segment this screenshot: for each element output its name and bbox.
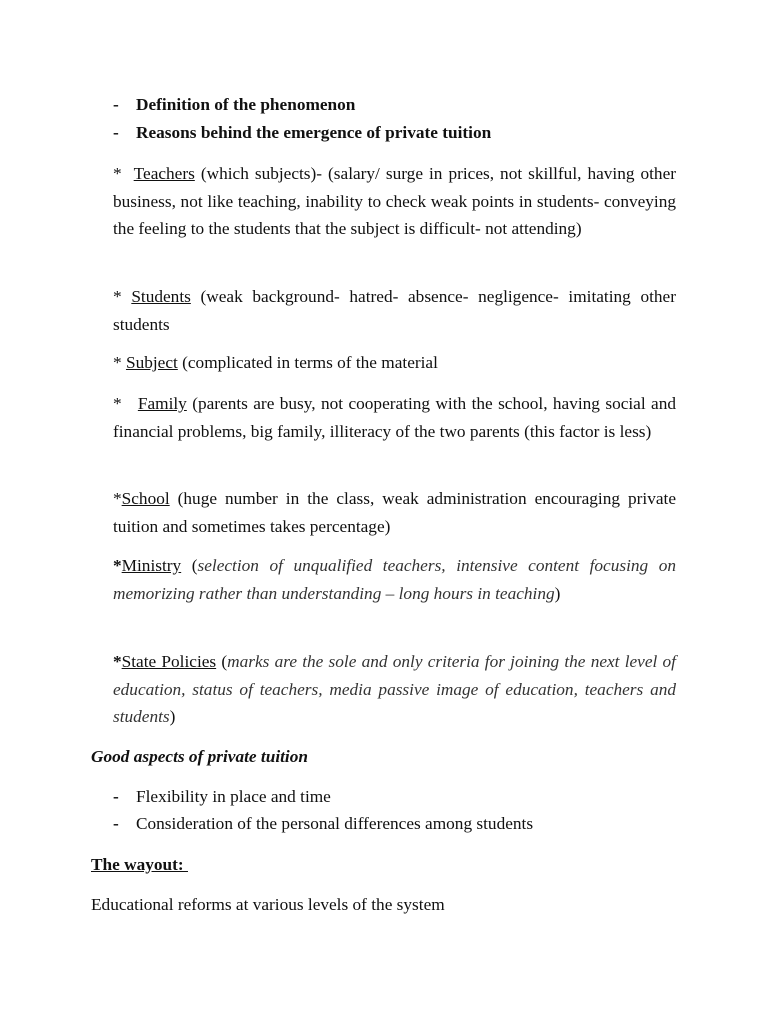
star-marker: *	[113, 287, 122, 306]
wayout-text: Educational reforms at various levels of the system	[91, 895, 445, 914]
star-marker: *	[113, 394, 122, 413]
heading-good-aspects: Good aspects of private tuition	[91, 747, 308, 766]
paragraph-family	[113, 390, 676, 445]
paragraph-school	[113, 485, 676, 540]
paragraph-state-policies	[113, 648, 676, 731]
star-marker: *	[113, 652, 122, 671]
family-text: (parents are busy, not cooperating with the school, having social and financial problems, big family, illiteracy of the two parents (this factor is less)	[113, 394, 677, 441]
heading-wayout: The wayout:	[91, 855, 188, 874]
ministry-open: (	[181, 556, 198, 575]
subject-text: (complicated in terms of the material	[177, 353, 438, 372]
paragraph-teachers	[113, 160, 676, 243]
list-dash: -	[113, 123, 119, 142]
heading-teachers: Teachers	[133, 164, 195, 183]
list-item-text: Flexibility in place and time	[136, 787, 331, 806]
star-marker: *	[113, 489, 122, 508]
heading-students: Students	[131, 287, 191, 306]
list-item-text: Consideration of the personal differences among students	[136, 814, 534, 833]
paragraph-students	[113, 283, 676, 338]
list-item-text: Reasons behind the emergence of private tuition	[136, 123, 492, 142]
list-dash: -	[113, 787, 119, 806]
heading-state-policies: State Policies	[121, 652, 217, 671]
ministry-text: selection of unqualified teachers, intensive content focusing on memorizing rather than understanding – long hours in teaching	[113, 556, 676, 603]
teachers-text: (which subjects)- (salary/ surge in prices, not skillful, having other business, not like teaching, inability to check weak points in students- conveying the feeling to the students that the subject is difficult- not attending)	[113, 164, 677, 239]
heading-ministry: Ministry	[121, 556, 182, 575]
students-text: (weak background- hatred- absence- negligence- imitating other students	[113, 287, 676, 334]
state-text: marks are the sole and only criteria for joining the next level of education, status of teachers, media passive image of education, teachers and students	[113, 652, 676, 727]
paragraph-subject	[113, 349, 676, 377]
list-item-reasons	[113, 119, 491, 147]
list-item-definition	[113, 91, 355, 119]
heading-school: School	[121, 489, 170, 508]
heading-subject: Subject	[125, 353, 178, 372]
star-marker: *	[113, 164, 122, 183]
list-dash: -	[113, 814, 119, 833]
heading-family: Family	[137, 394, 187, 413]
state-open: (	[216, 652, 228, 671]
state-close: )	[169, 707, 176, 727]
list-item-flexibility	[113, 783, 331, 811]
ministry-close: )	[554, 583, 561, 603]
list-dash: -	[113, 95, 119, 114]
school-text: (huge number in the class, weak administration encouraging private tuition and sometimes takes percentage)	[113, 489, 676, 536]
paragraph-ministry	[113, 552, 676, 607]
list-item-consideration	[113, 810, 533, 838]
star-marker: *	[113, 556, 122, 575]
list-item-text: Definition of the phenomenon	[136, 95, 356, 114]
star-marker: *	[113, 353, 122, 372]
